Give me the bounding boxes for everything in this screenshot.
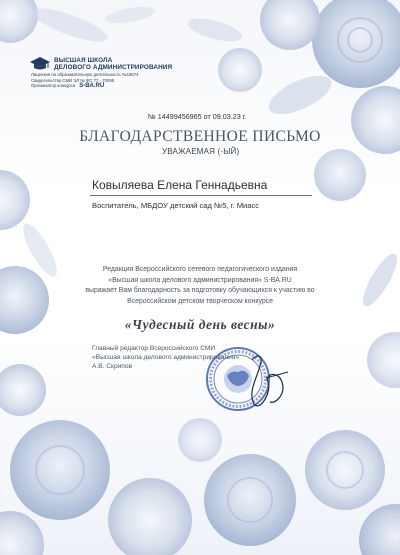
body-line-1: Редакция Всероссийского сетевого педагогического издания [102,266,298,273]
organization-logo [30,56,220,90]
graduation-cap-icon [30,56,50,72]
body-line-2: «Высшая школа делового администрирования» S-BA.RU [108,276,292,284]
logo-title-line2: ДЕЛОВОГО АДМИНИСТРИРОВАНИЯ [54,64,173,71]
contest-name: «Чудесный день весны» [124,317,276,332]
name-underline [90,195,312,196]
organizer-line [31,83,220,90]
license-text: Лицензия на образовательную деятельность №19674 [31,72,139,77]
site-label: S-BA.RU [79,83,105,90]
certificate-text: Свидетельство СМИ ЭЛ № ФС 77 - 70095 [31,77,115,83]
registration-number: № 14499456965 от 09.03.23 г. [148,112,247,121]
document-subtitle: УВАЖАЕМАЯ (-ЫЙ) [162,147,240,156]
editor-line-1: Главный редактор Всероссийского СМИ [92,345,216,352]
body-line-4: Всероссийском детском творческом конкурсе [127,297,273,305]
organizer-label: Организатор конкурса [31,83,76,89]
editor-line-2: «Высшая школа делового администрирования» [92,354,240,361]
editor-name: А.В. Скрипов [92,363,133,370]
logo-title-line1: ВЫСШАЯ ШКОЛА [54,56,113,64]
document-title: БЛАГОДАРСТВЕННОЕ ПИСЬМО [79,128,321,145]
gratitude-text [60,265,340,307]
recipient-name: Ковыляева Елена Геннадьевна [92,178,268,192]
recipient-position: Воспитатель, МБДОУ детский сад №5, г. Миасс [92,201,260,210]
body-line-3: выражает Вам благодарность за подготовку обучающихся к участию во [85,287,315,295]
handwritten-signature [242,352,292,412]
